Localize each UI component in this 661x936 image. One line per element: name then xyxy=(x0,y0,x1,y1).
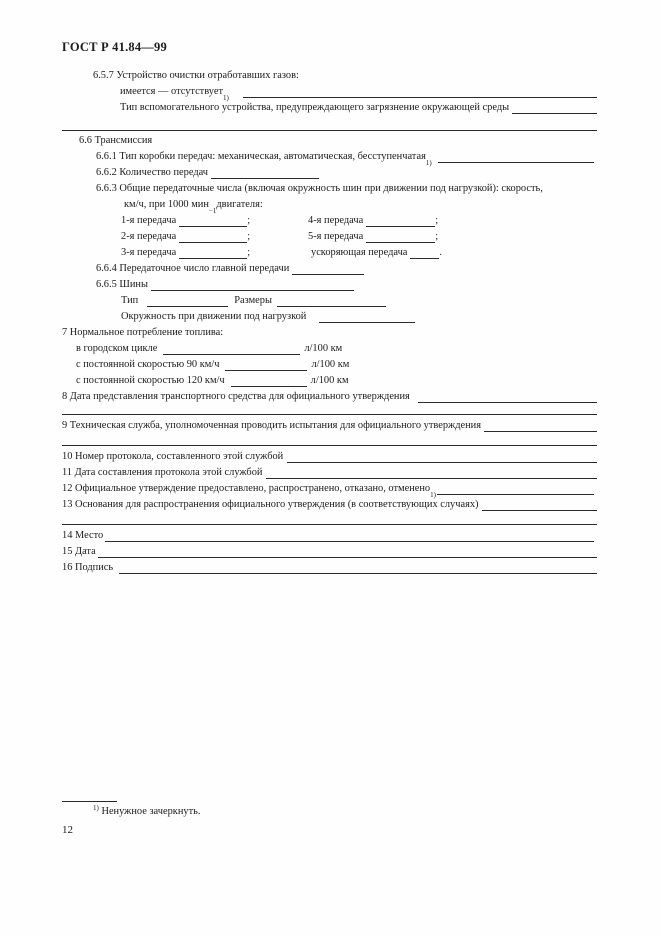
fuel-90-field[interactable] xyxy=(225,360,307,371)
aux-device-type-line: Тип вспомогательного устройства, предупреждающего загрязнение окружающей среды xyxy=(120,101,597,114)
section-11-line: 11 Дата составления протокола этой службой xyxy=(62,466,597,479)
section-15-line: 15 Дата xyxy=(62,545,597,558)
gear-ratios-line-1: 6.6.3 Общие передаточные числа (включая окружность шин при движении под нагрузкой): скорость, xyxy=(96,183,543,194)
section-16-line: 16 Подпись xyxy=(62,561,597,574)
gear-3-field[interactable] xyxy=(179,248,247,259)
section-9-line: 9 Техническая служба, уполномоченная проводить испытания для официального утверждения xyxy=(62,419,597,432)
date-field[interactable] xyxy=(98,547,597,558)
exhaust-presence-line: имеется — отсутствует 1) xyxy=(120,85,597,98)
gear-4-field[interactable] xyxy=(366,216,435,227)
footnote: $^{1)}$ Ненужное зачеркнуть. xyxy=(93,804,201,817)
section-12-line: 12 Официальное утверждение предоставлено, распространено, отказано, отменено 1) xyxy=(62,482,594,495)
presentation-date-continuation[interactable] xyxy=(62,414,597,415)
gear-4-line: 4-я передача ; xyxy=(308,215,439,226)
gear-ratios-line-2: км/ч, при 1000 мин −1 двигателя: xyxy=(124,199,263,215)
final-drive-line: 6.6.4 Передаточное число главной передачи xyxy=(96,262,364,275)
final-drive-field[interactable] xyxy=(292,264,364,275)
overdrive-gear-field[interactable] xyxy=(410,248,439,259)
gear-5-field[interactable] xyxy=(366,232,435,243)
tyres-field[interactable] xyxy=(151,280,354,291)
fuel-120-line: с постоянной скоростью 120 км/ч л/100 км xyxy=(76,375,349,386)
fuel-120-field[interactable] xyxy=(231,376,307,387)
section-13-line: 13 Основания для распространения официального утверждения (в соответствующих случаях) xyxy=(62,498,597,511)
report-number-field[interactable] xyxy=(287,452,597,463)
footnote-divider xyxy=(62,801,117,802)
gear-1-field[interactable] xyxy=(179,216,247,227)
section-14-line: 14 Место xyxy=(62,529,594,542)
gear-1-line: 1-я передача ; xyxy=(121,215,251,226)
page-number: 12 xyxy=(62,824,73,836)
gear-3-line: 3-я передача ; xyxy=(121,247,251,258)
document-header: ГОСТ Р 41.84—99 xyxy=(62,40,167,54)
signature-field[interactable] xyxy=(119,563,597,574)
technical-service-field[interactable] xyxy=(484,421,597,432)
technical-service-continuation[interactable] xyxy=(62,445,597,446)
exhaust-presence-field[interactable] xyxy=(243,87,597,98)
gear-count-line: 6.6.2 Количество передач xyxy=(96,166,319,179)
tyre-type-size-line: Тип Размеры xyxy=(121,294,386,307)
fuel-90-line: с постоянной скоростью 90 км/ч л/100 км xyxy=(76,359,350,370)
aux-device-type-field[interactable] xyxy=(512,103,597,114)
section-6-6-title: 6.6 Трансмиссия xyxy=(79,135,153,146)
gear-2-line: 2-я передача ; xyxy=(121,231,251,242)
tyre-size-field[interactable] xyxy=(277,296,386,307)
place-field[interactable] xyxy=(105,531,594,542)
gear-2-field[interactable] xyxy=(179,232,247,243)
gearbox-type-field[interactable] xyxy=(438,152,594,163)
aux-device-type-continuation[interactable] xyxy=(62,130,597,131)
section-8-line: 8 Дата представления транспортного средства для официального утверждения xyxy=(62,390,597,403)
gearbox-type-line: 6.6.1 Тип коробки передач: механическая, автоматическая, бесступенчатая 1) xyxy=(96,150,594,163)
extension-reasons-field[interactable] xyxy=(482,500,597,511)
tyres-line: 6.6.5 Шины xyxy=(96,278,354,291)
report-date-field[interactable] xyxy=(266,468,597,479)
fuel-city-field[interactable] xyxy=(163,344,300,355)
section-6-5-7-title: 6.5.7 Устройство очистки отработавших газов: xyxy=(93,70,299,81)
tyre-type-field[interactable] xyxy=(147,296,228,307)
section-7-title: 7 Нормальное потребление топлива: xyxy=(62,327,224,338)
overdrive-gear-line: ускоряющая передача . xyxy=(311,247,443,258)
gear-count-field[interactable] xyxy=(211,168,319,179)
tyre-circumference-field[interactable] xyxy=(319,312,415,323)
gear-5-line: 5-я передача ; xyxy=(308,231,439,242)
section-10-line: 10 Номер протокола, составленного этой службой xyxy=(62,450,597,463)
fuel-city-line: в городском цикле л/100 км xyxy=(76,343,343,354)
presentation-date-field[interactable] xyxy=(418,392,597,403)
tyre-circumference-line: Окружность при движении под нагрузкой xyxy=(121,310,415,323)
approval-status-field[interactable] xyxy=(437,484,594,495)
extension-reasons-continuation[interactable] xyxy=(62,524,597,525)
